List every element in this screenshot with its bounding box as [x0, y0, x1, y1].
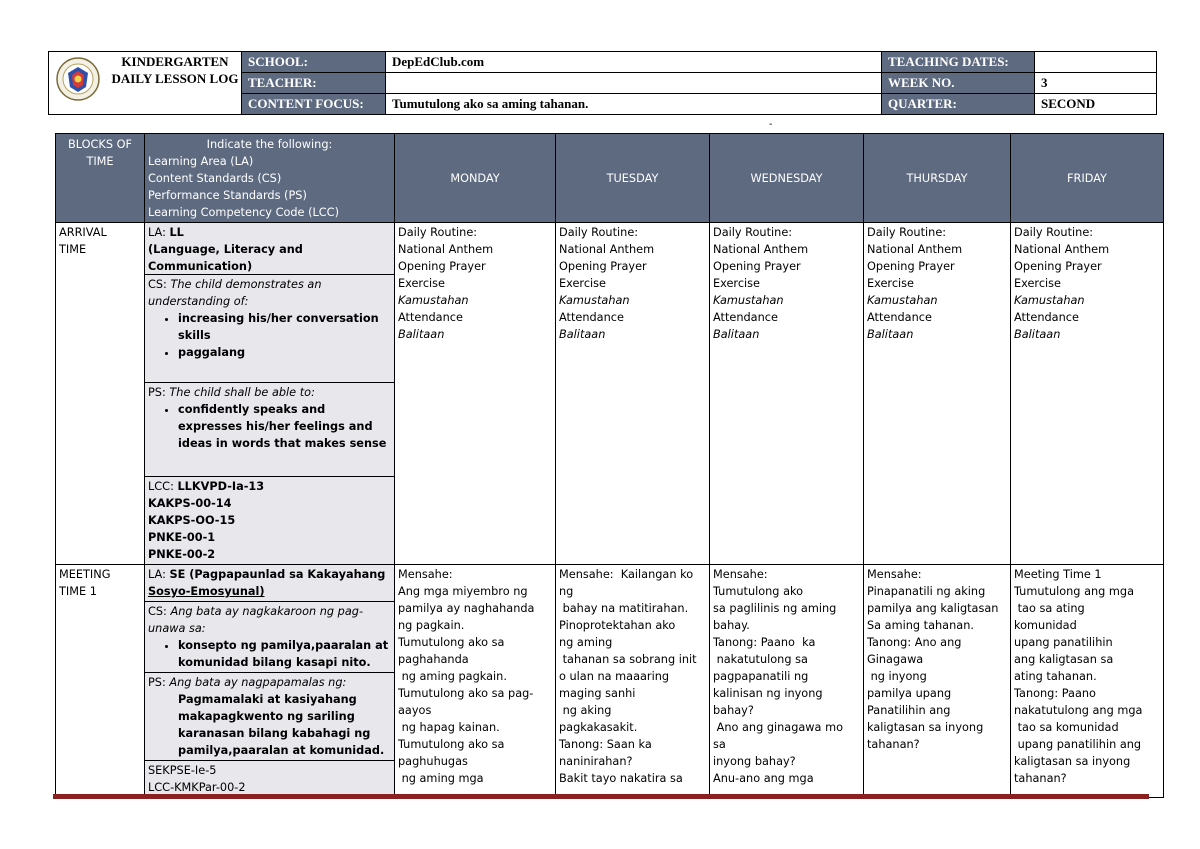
meeting-wednesday — [710, 565, 864, 798]
document-title: KINDERGARTEN DAILY LESSON LOG — [111, 54, 239, 86]
routine-line: Kamustahan — [1014, 294, 1085, 307]
arrival-cs: CS: The child demonstrates an understanding of: • increasing his/her conversation skills • paggalang — [145, 275, 394, 383]
message-line: ng aming mga — [398, 772, 484, 785]
routine-line: Daily Routine: — [1014, 226, 1094, 239]
message-line: Mensahe: — [713, 568, 768, 581]
message-line: o ulan na maaaring — [559, 670, 670, 683]
message-line: pamilya upang — [867, 687, 952, 700]
message-line: kaligtasan sa inyong — [1014, 755, 1131, 768]
col-blocks-of-time: BLOCKS OF TIME — [56, 134, 145, 223]
routine-line: Balitaan — [867, 328, 914, 341]
message-line: kaligtasan sa inyong — [867, 721, 984, 734]
routine-line: Balitaan — [559, 328, 606, 341]
message-line: upang panatilihin ang — [1014, 738, 1142, 751]
message-line: ng inyong — [867, 670, 927, 683]
message-line: Pinoprotektahan ako — [559, 619, 676, 632]
school-value[interactable]: DepEdClub.com — [386, 52, 882, 73]
teacher-label: TEACHER: — [242, 73, 386, 94]
message-line: Mensahe: Kailangan ko — [559, 568, 694, 581]
col-friday: FRIDAY — [1011, 134, 1164, 223]
meeting-standards — [145, 565, 395, 798]
message-line: ng hapag kainan. — [398, 721, 500, 734]
message-line: komunidad — [1014, 619, 1077, 632]
arrival-friday — [1011, 223, 1164, 565]
arrival-tuesday — [556, 223, 710, 565]
col-indicate: Indicate the following: Learning Area (LA) Content Standards (CS) Performance Standards (PS) Learning Competency Code (LCC) — [145, 134, 395, 223]
message-line: sa — [713, 738, 726, 751]
routine-line: Exercise — [713, 277, 761, 290]
routine-line: Attendance — [867, 311, 932, 324]
routine-line: Exercise — [1014, 277, 1062, 290]
routine-line: Daily Routine: — [559, 226, 639, 239]
routine-line: Kamustahan — [867, 294, 938, 307]
message-line: tahanan? — [867, 738, 920, 751]
deped-seal-icon — [55, 54, 101, 104]
teaching-dates-label: TEACHING DATES: — [882, 52, 1035, 73]
teaching-dates-value[interactable] — [1035, 52, 1157, 73]
message-line: tao sa komunidad — [1014, 721, 1119, 734]
message-line: Panatilihin ang — [867, 704, 951, 717]
message-line: kalinisan ng inyong — [713, 687, 823, 700]
message-line: Tumutulong ang mga — [1014, 585, 1135, 598]
routine-line: Kamustahan — [713, 294, 784, 307]
routine-line: Exercise — [559, 277, 607, 290]
message-line: ang kaligtasan sa — [1014, 653, 1114, 666]
routine-line: Attendance — [559, 311, 624, 324]
message-line: Pinapanatili ng aking — [867, 585, 986, 598]
routine-line: Opening Prayer — [713, 260, 801, 273]
message-line: Tumutulong ako — [713, 585, 804, 598]
message-line: sa paglilinis ng aming — [713, 602, 837, 615]
routine-line: Balitaan — [713, 328, 760, 341]
message-line: maging sanhi — [559, 687, 636, 700]
routine-line: Kamustahan — [559, 294, 630, 307]
message-line: Tumutulong ako sa — [398, 738, 505, 751]
routine-line: Attendance — [713, 311, 778, 324]
arrival-cs-list: • increasing his/her conversation skills • paggalang — [148, 310, 391, 361]
routine-line: Daily Routine: — [713, 226, 793, 239]
routine-line: National Anthem — [1014, 243, 1110, 256]
message-line: Tumutulong ako sa — [398, 636, 505, 649]
routine-line: National Anthem — [559, 243, 655, 256]
message-line: Tanong: Paano ka — [713, 636, 816, 649]
week-label: WEEK NO. — [882, 73, 1035, 94]
message-line: Ang mga miyembro ng — [398, 585, 528, 598]
message-line: bahay. — [713, 619, 750, 632]
meeting-block: MEETING TIME 1 — [56, 565, 145, 798]
routine-line: Balitaan — [398, 328, 445, 341]
message-line: aayos — [398, 704, 432, 717]
message-line: pagkakasakit. — [559, 721, 638, 734]
message-line: bahay na matitirahan. — [559, 602, 689, 615]
message-line: Meeting Time 1 — [1014, 568, 1102, 581]
meeting-tuesday — [556, 565, 710, 798]
message-line: ng — [559, 585, 574, 598]
meeting-thursday — [864, 565, 1011, 798]
message-line: ng aking — [559, 704, 612, 717]
quarter-label: QUARTER: — [882, 94, 1035, 115]
message-line: Anu-ano ang mga — [713, 772, 814, 785]
arrival-monday — [395, 223, 556, 565]
message-line: ng aming — [559, 636, 613, 649]
routine-line: Opening Prayer — [559, 260, 647, 273]
routine-line: Daily Routine: — [867, 226, 947, 239]
message-line: upang panatilihin — [1014, 636, 1113, 649]
message-line: Tanong: Paano — [1014, 687, 1096, 700]
message-line: ating tahanan. — [1014, 670, 1097, 683]
col-monday: MONDAY — [395, 134, 556, 223]
arrival-block: ARRIVAL TIME — [56, 223, 145, 565]
message-line: pamilya ay naghahanda — [398, 602, 535, 615]
message-line: pagpapanatili ng — [713, 670, 809, 683]
routine-line: Attendance — [398, 311, 463, 324]
message-line: Tanong: Ano ang — [867, 636, 962, 649]
col-thursday: THURSDAY — [864, 134, 1011, 223]
arrival-ps: PS: The child shall be able to: • confidently speaks and expresses his/her feelings and ideas in words that makes sense — [145, 383, 394, 477]
arrival-standards — [145, 223, 395, 565]
arrival-wednesday — [710, 223, 864, 565]
routine-line: National Anthem — [398, 243, 494, 256]
meeting-cs-list: • konsepto ng pamilya,paaralan at komunidad bilang kasapi nito. — [148, 637, 391, 671]
arrival-la: LA: LL (Language, Literacy and Communication) — [145, 223, 394, 275]
message-line: Sa aming tahanan. — [867, 619, 974, 632]
content-focus-value[interactable]: Tumutulong ako sa aming tahanan. — [386, 94, 882, 115]
routine-line: Opening Prayer — [398, 260, 486, 273]
routine-line: National Anthem — [867, 243, 963, 256]
message-line: paghahanda — [398, 653, 469, 666]
message-line: Bakit tayo nakatira sa — [559, 772, 683, 785]
message-line: tahanan? — [1014, 772, 1067, 785]
week-value[interactable]: 3 — [1035, 73, 1157, 94]
meeting-ps: PS: Ang bata ay nagpapamalas ng: Pagmamalaki at kasiyahang makapagkwento ng sariling karanasan bilang kabahagi ng pamilya,paaralan at komunidad. — [145, 673, 394, 761]
footer-divider — [53, 794, 1149, 799]
message-line: naninirahan? — [559, 755, 633, 768]
col-tuesday: TUESDAY — [556, 134, 710, 223]
col-wednesday: WEDNESDAY — [710, 134, 864, 223]
message-line: tao sa ating — [1014, 602, 1085, 615]
tick-mark: - — [769, 119, 773, 130]
meeting-cs: CS: Ang bata ay nagkakaroon ng pag- unawa sa: • konsepto ng pamilya,paaralan at komunidad bilang kasapi nito. — [145, 602, 394, 673]
routine-line: Opening Prayer — [867, 260, 955, 273]
message-line: ng aming pagkain. — [398, 670, 507, 683]
message-line: paghuhugas — [398, 755, 468, 768]
header-table — [48, 51, 1157, 115]
arrival-lcc: LCC: LLKVPD-Ia-13 KAKPS-00-14 KAKPS-OO-15 PNKE-00-1 PNKE-00-2 — [148, 480, 265, 561]
routine-line: Daily Routine: — [398, 226, 478, 239]
message-line: Tumutulong ako sa pag- — [398, 687, 534, 700]
content-focus-label: CONTENT FOCUS: — [242, 94, 386, 115]
message-line: nakatutulong sa — [713, 653, 808, 666]
routine-line: Attendance — [1014, 311, 1079, 324]
message-line: Mensahe: — [398, 568, 453, 581]
lesson-log-table — [55, 133, 1164, 798]
routine-line: Exercise — [398, 277, 446, 290]
message-line: Ginagawa — [867, 653, 924, 666]
message-line: pamilya ang kaligtasan — [867, 602, 999, 615]
routine-line: National Anthem — [713, 243, 809, 256]
message-line: nakatutulong ang mga — [1014, 704, 1143, 717]
message-line: Tanong: Saan ka — [559, 738, 652, 751]
message-line: Mensahe: — [867, 568, 922, 581]
message-line: inyong bahay? — [713, 755, 796, 768]
school-label: SCHOOL: — [242, 52, 386, 73]
meeting-codes: SEKPSE-Ie-5 LCC-KMKPar-00-2 — [148, 764, 246, 794]
routine-line: Exercise — [867, 277, 915, 290]
message-line: ng pagkain. — [398, 619, 465, 632]
message-line: tahanan sa sobrang init — [559, 653, 697, 666]
arrival-ps-list: • confidently speaks and expresses his/her feelings and ideas in words that makes sense — [148, 401, 391, 452]
routine-line: Opening Prayer — [1014, 260, 1102, 273]
teacher-value[interactable] — [386, 73, 882, 94]
meeting-friday — [1011, 565, 1164, 798]
logo-title-cell — [49, 52, 242, 115]
routine-line: Balitaan — [1014, 328, 1061, 341]
message-line: bahay? — [713, 704, 754, 717]
meeting-la: LA: SE (Pagpapaunlad sa Kakayahang Sosyo-Emosyunal) — [145, 565, 394, 602]
message-line: Ano ang ginagawa mo — [713, 721, 843, 734]
arrival-thursday — [864, 223, 1011, 565]
quarter-value[interactable]: SECOND — [1035, 94, 1157, 115]
routine-line: Kamustahan — [398, 294, 469, 307]
meeting-monday — [395, 565, 556, 798]
